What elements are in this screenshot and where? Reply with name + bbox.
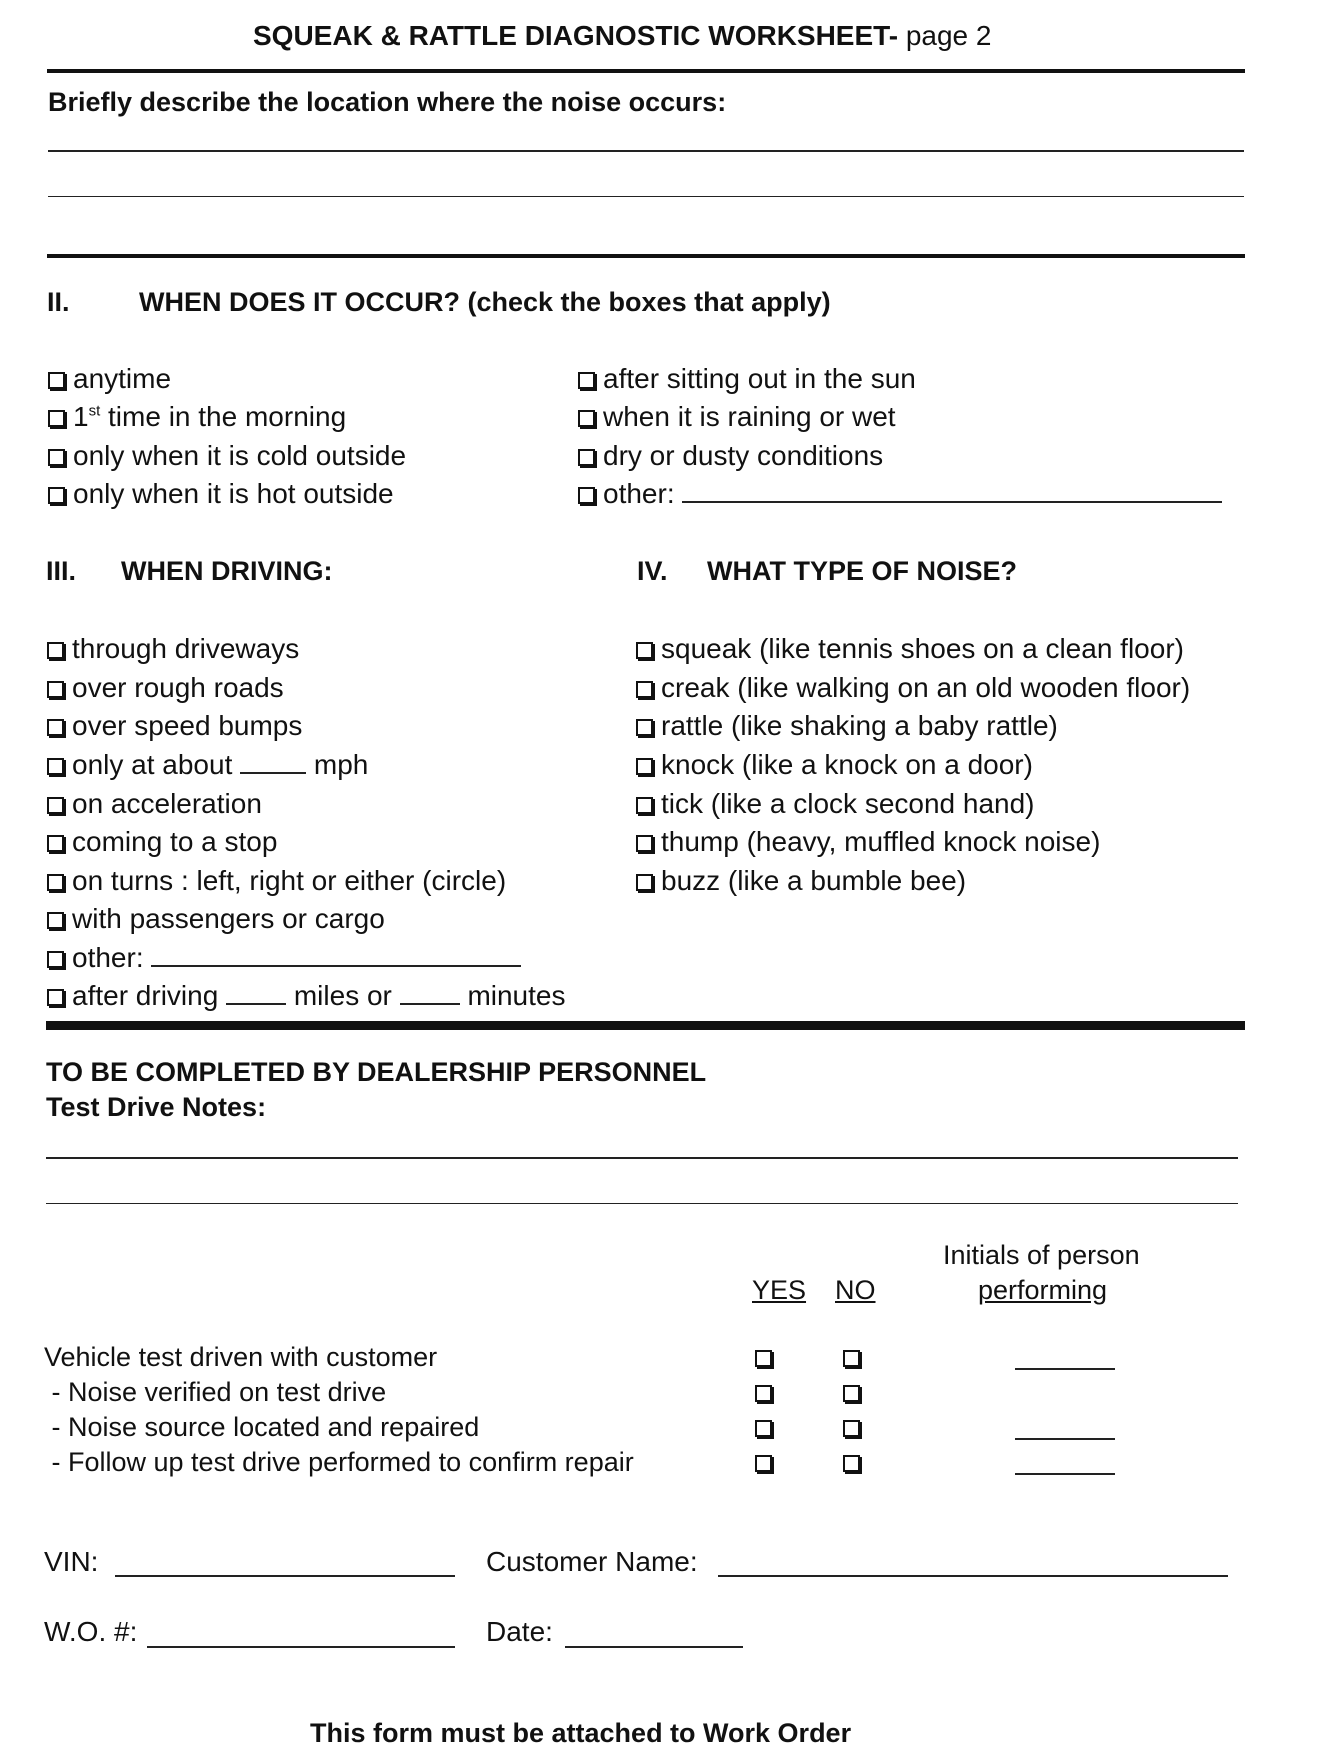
checkbox[interactable] (578, 410, 595, 427)
initials-field-1[interactable] (1015, 1368, 1115, 1370)
driving-speed[interactable]: only at about mph (47, 749, 368, 781)
vin-label: VIN: (44, 1546, 99, 1577)
driving-after[interactable]: after driving miles or minutes (47, 980, 565, 1012)
notes-line-1[interactable] (46, 1157, 1238, 1159)
when-sun[interactable]: after sitting out in the sun (578, 363, 916, 395)
row-noise-repaired: - Noise source located and repaired (44, 1412, 480, 1442)
section3-heading: WHEN DRIVING: (121, 556, 333, 586)
customer-name-label: Customer Name: (486, 1546, 698, 1577)
yes-checkbox-2[interactable] (755, 1385, 772, 1402)
notes-line-2[interactable] (46, 1203, 1238, 1204)
checkbox[interactable] (636, 719, 653, 736)
checkbox[interactable] (636, 681, 653, 698)
title-page: page 2 (898, 20, 992, 51)
dealer-heading: TO BE COMPLETED BY DEALERSHIP PERSONNEL (46, 1057, 707, 1087)
section3-number: III. (46, 556, 77, 586)
checkbox[interactable] (636, 835, 653, 852)
section-rule-1 (47, 254, 1245, 258)
title-main: SQUEAK & RATTLE DIAGNOSTIC WORKSHEET- (253, 20, 899, 51)
footer-note: This form must be attached to Work Order (310, 1718, 852, 1748)
checkbox[interactable] (47, 758, 64, 775)
checkbox[interactable] (578, 487, 595, 504)
checkbox[interactable] (636, 797, 653, 814)
section4-heading: WHAT TYPE OF NOISE? (707, 556, 1017, 586)
checkbox[interactable] (48, 372, 65, 389)
checkbox[interactable] (47, 681, 64, 698)
when-other[interactable]: other: (578, 478, 1222, 510)
noise-rattle[interactable]: rattle (like shaking a baby rattle) (636, 710, 1058, 742)
checkbox[interactable] (636, 874, 653, 891)
location-prompt: Briefly describe the location where the noise occurs: (48, 87, 727, 117)
col-no: NO (835, 1275, 876, 1305)
customer-name-field[interactable] (718, 1575, 1228, 1577)
checkbox[interactable] (48, 410, 65, 427)
miles-field[interactable] (226, 1002, 286, 1005)
checkbox[interactable] (48, 449, 65, 466)
checkbox[interactable] (47, 989, 64, 1006)
col-initials-2: performing (978, 1275, 1108, 1305)
initials-field-4[interactable] (1015, 1473, 1115, 1475)
driving-speed-bumps[interactable]: over speed bumps (47, 710, 302, 742)
section-rule-thick (46, 1021, 1245, 1030)
checkbox[interactable] (578, 372, 595, 389)
section2-heading: WHEN DOES IT OCCUR? (check the boxes that apply) (139, 287, 831, 317)
driving-driveways[interactable]: through driveways (47, 633, 299, 665)
page-title (253, 20, 991, 52)
yes-checkbox-4[interactable] (755, 1455, 772, 1472)
driving-other[interactable]: other: (47, 942, 521, 974)
no-checkbox-3[interactable] (843, 1420, 860, 1437)
when-raining[interactable]: when it is raining or wet (578, 401, 896, 433)
checkbox[interactable] (47, 951, 64, 968)
driving-passengers[interactable]: with passengers or cargo (47, 903, 385, 935)
wo-field[interactable] (147, 1646, 455, 1648)
no-checkbox-4[interactable] (843, 1455, 860, 1472)
checkbox[interactable] (47, 874, 64, 891)
driving-turns[interactable]: on turns : left, right or either (circle) (47, 865, 506, 897)
noise-knock[interactable]: knock (like a knock on a door) (636, 749, 1033, 781)
when-hot[interactable]: only when it is hot outside (48, 478, 394, 510)
checkbox[interactable] (47, 835, 64, 852)
checkbox[interactable] (48, 487, 65, 504)
no-checkbox-1[interactable] (843, 1350, 860, 1367)
noise-creak[interactable]: creak (like walking on an old wooden floor) (636, 672, 1190, 704)
title-rule (47, 69, 1245, 73)
yes-checkbox-1[interactable] (755, 1350, 772, 1367)
section4-number: IV. (637, 556, 668, 586)
wo-label: W.O. #: (44, 1616, 138, 1647)
test-drive-notes-label: Test Drive Notes: (46, 1092, 267, 1122)
section2-number: II. (47, 287, 70, 317)
row-follow-up: - Follow up test drive performed to confirm repair (44, 1447, 634, 1477)
driving-stop[interactable]: coming to a stop (47, 826, 277, 858)
when-cold[interactable]: only when it is cold outside (48, 440, 406, 472)
col-initials-1: Initials of person (943, 1240, 1140, 1270)
when-other-line[interactable] (682, 500, 1222, 503)
checkbox[interactable] (578, 449, 595, 466)
when-dusty[interactable]: dry or dusty conditions (578, 440, 883, 472)
checkbox[interactable] (47, 797, 64, 814)
row-noise-verified: - Noise verified on test drive (44, 1377, 387, 1407)
when-first-morning[interactable]: 1st time in the morning (48, 401, 346, 433)
checkbox[interactable] (636, 758, 653, 775)
checkbox[interactable] (636, 642, 653, 659)
noise-tick[interactable]: tick (like a clock second hand) (636, 788, 1035, 820)
noise-squeak[interactable]: squeak (like tennis shoes on a clean floor) (636, 633, 1184, 665)
driving-acceleration[interactable]: on acceleration (47, 788, 262, 820)
mph-field[interactable] (240, 771, 306, 774)
checkbox[interactable] (47, 642, 64, 659)
driving-other-line[interactable] (151, 964, 521, 967)
location-line-1[interactable] (48, 150, 1244, 152)
minutes-field[interactable] (400, 1002, 460, 1005)
initials-field-3[interactable] (1015, 1438, 1115, 1440)
row-test-driven: Vehicle test driven with customer (44, 1342, 438, 1372)
date-label: Date: (486, 1616, 553, 1647)
no-checkbox-2[interactable] (843, 1385, 860, 1402)
checkbox[interactable] (47, 912, 64, 929)
date-field[interactable] (565, 1646, 743, 1648)
col-yes: YES (752, 1275, 807, 1305)
when-anytime[interactable]: anytime (48, 363, 171, 395)
checkbox[interactable] (47, 719, 64, 736)
driving-rough-roads[interactable]: over rough roads (47, 672, 284, 704)
noise-thump[interactable]: thump (heavy, muffled knock noise) (636, 826, 1100, 858)
location-line-2[interactable] (48, 196, 1244, 197)
noise-buzz[interactable]: buzz (like a bumble bee) (636, 865, 966, 897)
vin-field[interactable] (115, 1575, 455, 1577)
yes-checkbox-3[interactable] (755, 1420, 772, 1437)
